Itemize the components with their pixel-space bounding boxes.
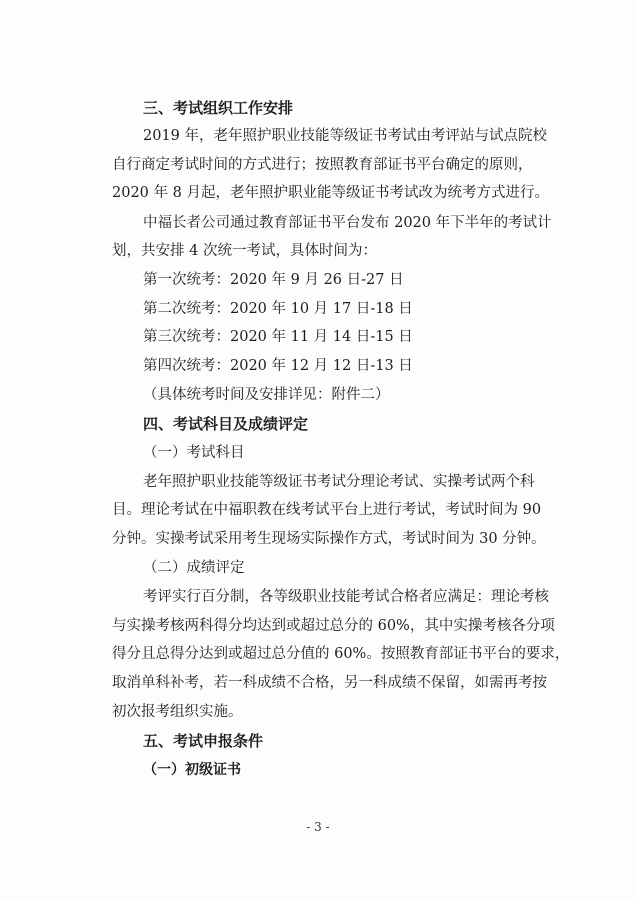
paragraph-line: 中福长者公司通过教育部证书平台发布 2020 年下半年的考试计 — [143, 215, 552, 231]
subsection-heading: （一）初级证书 — [143, 762, 241, 778]
paragraph-line: 2020 年 8 月起，老年照护职业能等级证书考试改为统考方式进行。 — [112, 185, 549, 201]
exam-date-item: 第三次统考：2020 年 11 月 14 日-15 日 — [143, 329, 413, 345]
subsection-heading: （二）成绩评定 — [143, 560, 245, 576]
section-5-heading: 五、考试申报条件 — [143, 732, 264, 750]
schedule-note: （具体统考时间及安排详见：附件二） — [143, 387, 390, 403]
paragraph-line: 老年照护职业技能等级证书考试分理论考试、实操考试两个科 — [143, 474, 535, 490]
paragraph-line: 与实操考核两科得分均达到或超过总分的 60%，其中实操考核各分项 — [112, 618, 555, 634]
paragraph-line: 得分且总得分达到或超过总分值的 60%。按照教育部证书平台的要求， — [112, 646, 570, 662]
paragraph-line: 2019 年，老年照护职业技能等级证书考试由考评站与试点院校 — [143, 128, 548, 144]
paragraph-line: 划，共安排 4 次统一考试，具体时间为： — [112, 243, 377, 259]
exam-date-item: 第四次统考：2020 年 12 月 12 日-13 日 — [143, 358, 413, 374]
paragraph-line: 目。理论考试在中福职教在线考试平台上进行考试，考试时间为 90 — [112, 502, 542, 518]
exam-date-item: 第一次统考：2020 年 9 月 26 日-27 日 — [143, 272, 404, 288]
exam-date-item: 第二次统考：2020 年 10 月 17 日-18 日 — [143, 301, 413, 317]
paragraph-line: 取消单科补考，若一科成绩不合格，另一科成绩不保留，如需再考按 — [112, 675, 547, 691]
section-3-heading: 三、考试组织工作安排 — [143, 99, 294, 117]
page-number: - 3 - — [306, 820, 330, 834]
section-4-heading: 四、考试科目及成绩评定 — [143, 415, 309, 433]
paragraph-line: 初次报考组织实施。 — [112, 704, 243, 720]
paragraph-line: 分钟。实操考试采用考生现场实际操作方式，考试时间为 30 分钟。 — [112, 531, 546, 547]
paragraph-line: 自行商定考试时间的方式进行；按照教育部证书平台确定的原则， — [112, 157, 533, 173]
paragraph-line: 考评实行百分制，各等级职业技能考试合格者应满足：理论考核 — [143, 589, 549, 605]
subsection-heading: （一）考试科目 — [143, 445, 245, 461]
